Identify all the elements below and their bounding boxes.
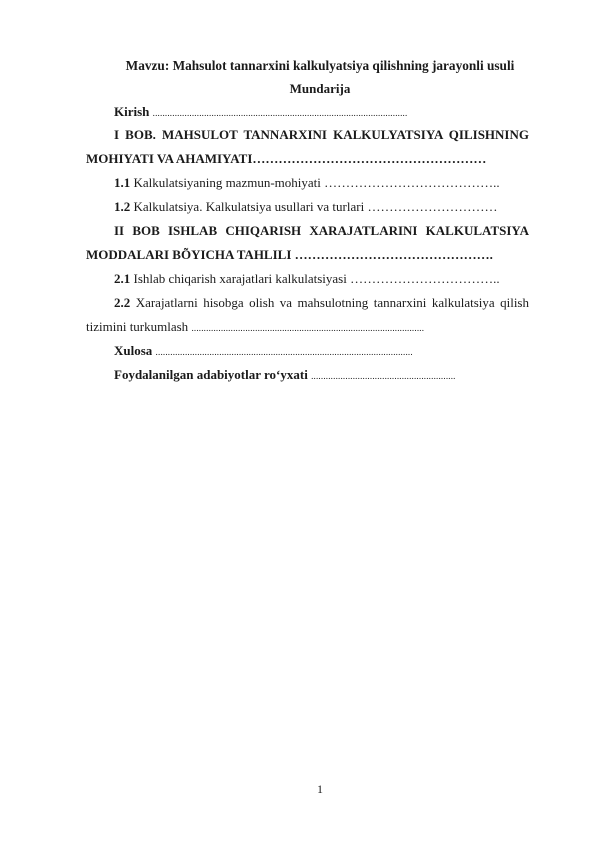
toc-section-2-2-line-2[interactable] <box>86 319 424 336</box>
toc-chapter-2-line-2[interactable] <box>86 247 493 263</box>
toc-section-1-2[interactable] <box>114 199 497 215</box>
toc-leader: …………………………….. <box>350 271 500 286</box>
toc-entry-label: Kalkulatsiya. Kalkulatsiya usullari va turlari <box>133 199 365 214</box>
toc-entry-xulosa[interactable] <box>114 343 413 360</box>
document-title: Mavzu: Mahsulot tannarxini kalkulyatsiya qilishning jarayonli usuli <box>125 58 515 73</box>
page-number: 1 <box>317 782 323 796</box>
toc-entry-label: tizimini turkumlash <box>86 319 189 334</box>
toc-leader: ........................................................................................................ <box>152 108 408 118</box>
toc-entry-label: MODDALARI BÕYICHA TAHLILI <box>86 247 292 262</box>
toc-leader: ......................................................................................................... <box>155 347 413 357</box>
toc-entry-adabiyotlar[interactable] <box>114 367 456 384</box>
toc-heading: Mundarija <box>289 81 351 96</box>
toc-section-2-1[interactable] <box>114 271 500 287</box>
toc-leader: ........................................................... <box>311 371 456 381</box>
toc-section-number: 1.2 <box>114 199 131 214</box>
toc-leader: ……………………………………………… <box>252 151 487 166</box>
toc-leader: ………………………………….. <box>324 175 500 190</box>
toc-section-number: 2.1 <box>114 271 131 286</box>
toc-entry-label: Ishlab chiqarish xarajatlari kalkulatsiyasi <box>133 271 347 286</box>
toc-section-number: 1.1 <box>114 175 131 190</box>
toc-section-number: 2.2 <box>114 295 131 310</box>
toc-chapter-1-line-2[interactable] <box>86 151 486 167</box>
toc-entry-label: Kalkulatsiyaning mazmun-mohiyati <box>133 175 321 190</box>
toc-leader: ............................................................................................... <box>191 323 425 333</box>
toc-entry-label: Kirish <box>114 104 150 119</box>
toc-entry-label: Xulosa <box>114 343 153 358</box>
toc-section-2-2-line-1[interactable] <box>114 295 529 311</box>
toc-leader: ………………………… <box>367 199 498 214</box>
toc-entry-kirish[interactable] <box>114 104 407 121</box>
toc-chapter-1-line-1[interactable]: I BOB. MAHSULOT TANNARXINI KALKULYATSIYA QILISHNING <box>114 127 529 142</box>
toc-section-1-1[interactable] <box>114 175 500 191</box>
toc-entry-label: Xarajatlarni hisobga olish va mahsulotning tannarxini kalkulatsiya qilish <box>135 295 529 310</box>
toc-entry-label: Foydalanilgan adabiyotlar ro‘yxati <box>114 367 308 382</box>
toc-leader: ………………………………………. <box>294 247 493 262</box>
toc-chapter-2-line-1[interactable]: II BOB ISHLAB CHIQARISH XARAJATLARINI KALKULATSIYA <box>114 223 529 238</box>
toc-entry-label: MOHIYATI VA AHAMIYATI <box>86 151 253 166</box>
